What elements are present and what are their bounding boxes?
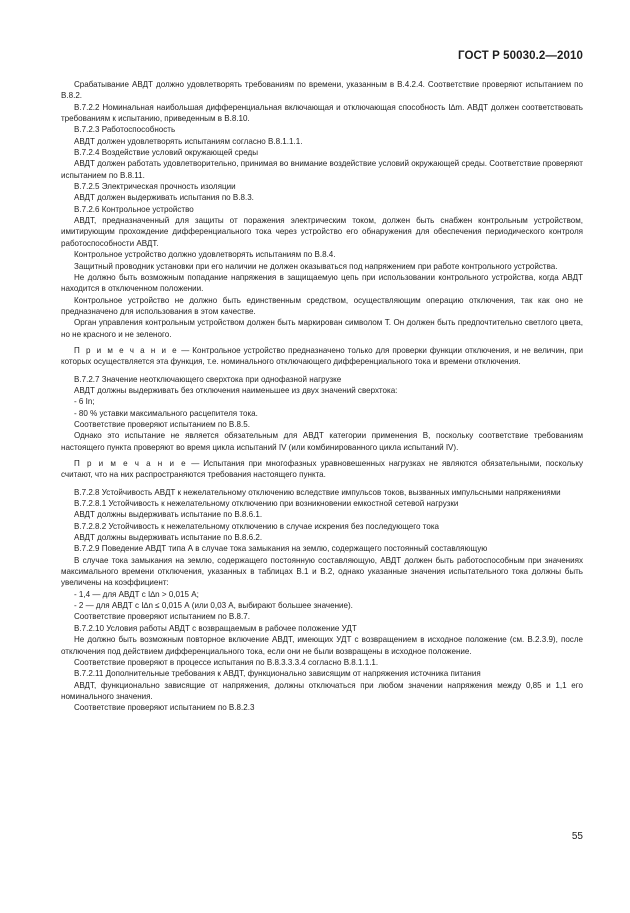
note-text: — Испытания при многофазных уравновешенных нагрузках не являются обязательными, поскольку считают, что на них распространяются требования настоящего пункта. [61,459,583,480]
paragraph: Срабатывание АВДТ должно удовлетворять требованиям по времени, указанным в В.4.2.4. Соответствие проверяют испытанием по В.8.2. [61,80,583,101]
list-item: - 2 — для АВДТ с I∆n ≤ 0,015 А (или 0,03 А, выбирают большее значение). [74,601,353,611]
paragraph: АВДТ должен удовлетворять испытаниям согласно В.8.1.1.1. [74,136,303,146]
page-number: 55 [571,831,583,842]
paragraph: АВДТ должен работать удовлетворительно, принимая во внимание воздействие условий окружающей среды. Соответствие проверяют испытанием по В.8.11. [61,159,583,180]
paragraph: Не должно быть возможным попадание напряжения в защищаемую цепь при использовании контрольного устройства, когда АВДТ находится в отключенном положении. [61,272,583,294]
paragraph: Однако это испытание не является обязательным для АВДТ категории применения В, поскольку соответствие требованиям настоящего пункта проверяют во время цикла испытаний IV (или комбинированного цикла испытаний IV). [61,431,583,452]
note-text: — Контрольное устройство предназначено только для проверки функции отключения, и не величин, при которых осуществляется эта функция, т.е. номинального отключающего дифференциального тока и времени отключения. [61,345,583,367]
section-heading: В.7.2.6 Контрольное устройство [74,204,194,214]
paragraph: Контрольное устройство не должно быть единственным средством, осуществляющим операцию отключения, так как оно не предназначено для использования в этом качестве. [61,295,583,316]
section-heading: В.7.2.8.2 Устойчивость к нежелательному отключению в случае искрения без последующего тока [74,521,439,531]
list-item: - 6 In; [74,397,95,407]
note-label: П р и м е ч а н и е [74,459,188,468]
section-heading: В.7.2.8 Устойчивость АВДТ к нежелательному отключению вследствие импульсов токов, вызванных импульсными напряжениями [74,487,561,497]
paragraph: Соответствие проверяют испытанием по В.8.2.3 [74,703,255,713]
paragraph: Контрольное устройство должно удовлетворять испытаниям по В.8.4. [74,250,336,260]
paragraph: Соответствие проверяют в процессе испытания по В.8.3.3.3.4 согласно В.8.1.1.1. [74,657,379,667]
paragraph: Защитный проводник установки при его наличии не должен оказываться под напряжением при работе контрольного устройства. [74,261,558,271]
note-label: П р и м е ч а н и е [74,345,179,355]
paragraph: В.7.2.2 Номинальная наибольшая дифференциальная включающая и отключающая способность I∆m. АВДТ должен соответствовать требованиям к испытанию, приведенным в В.8.10. [61,102,583,124]
section-heading: В.7.2.10 Условия работы АВДТ с возвращаемым в рабочее положение УДТ [74,623,357,633]
list-item: - 1,4 — для АВДТ с I∆n > 0,015 А; [74,589,199,599]
paragraph: АВДТ должны выдерживать испытание по В.8.6.1. [74,510,263,520]
paragraph: Соответствие проверяют испытанием по В.8.7. [74,612,250,622]
paragraph: АВДТ должны выдерживать без отключения наименьшее из двух значений сверхтока: [74,385,398,395]
note [61,345,583,368]
paragraph: АВДТ, функционально зависящие от напряжения, должны отключаться при любом значении напряжения между 0,85 и 1,1 его номинального значения. [61,680,583,701]
paragraph: АВДТ, предназначенный для защиты от поражения электрическим током, должен быть снабжен контрольным устройством, имитирующим прохождение дифференциального тока через устройство его обнаружения для обеспечения периодического контроля работоспособности АВДТ. [61,216,583,248]
paragraph: Орган управления контрольным устройством должен быть маркирован символом T. Он должен быть предпочтительно светлого цвета, но не красного и не зеленого. [61,318,583,339]
paragraph: АВДТ должен выдерживать испытания по В.8.3. [74,193,254,203]
section-heading: В.7.2.5 Электрическая прочность изоляции [74,182,236,192]
section-heading: В.7.2.7 Значение неотключающего сверхтока при однофазной нагрузке [74,374,342,384]
section-heading: В.7.2.3 Работоспособность [74,125,176,135]
document-id-header: ГОСТ Р 50030.2—2010 [458,50,583,62]
section-heading: В.7.2.9 Поведение АВДТ типа А в случае тока замыкания на землю, содержащего постоянный составляющую [74,544,488,554]
list-item: - 80 % уставки максимального расцепителя тока. [74,408,258,418]
paragraph: Соответствие проверяют испытанием по В.8.5. [74,419,250,429]
paragraph: Не должно быть возможным повторное включение АВДТ, имеющих УДТ с возвращением в исходное положение (см. В.2.3.9), после отключения под действием дифференциального тока, если они не были возвращены в исходное положение. [61,635,583,656]
document-body [61,79,583,714]
section-heading: В.7.2.4 Воздействие условий окружающей среды [74,148,258,158]
note [61,458,583,481]
paragraph: В случае тока замыкания на землю, содержащего постоянную составляющую, АВДТ должен быть работоспособным при значениях максимального времени отключения, указанных в таблицах В.1 и В.2, однако указанные значения испытательного тока должны быть увеличены на коэффициент: [61,555,583,588]
section-heading: В.7.2.8.1 Устойчивость к нежелательному отключению при возникновении емкостной сетевой нагрузки [74,499,459,509]
paragraph: АВДТ должны выдерживать испытание по В.8.6.2. [74,533,263,543]
section-heading: В.7.2.11 Дополнительные требования к АВДТ, функционально зависящим от напряжения источника питания [74,669,481,679]
